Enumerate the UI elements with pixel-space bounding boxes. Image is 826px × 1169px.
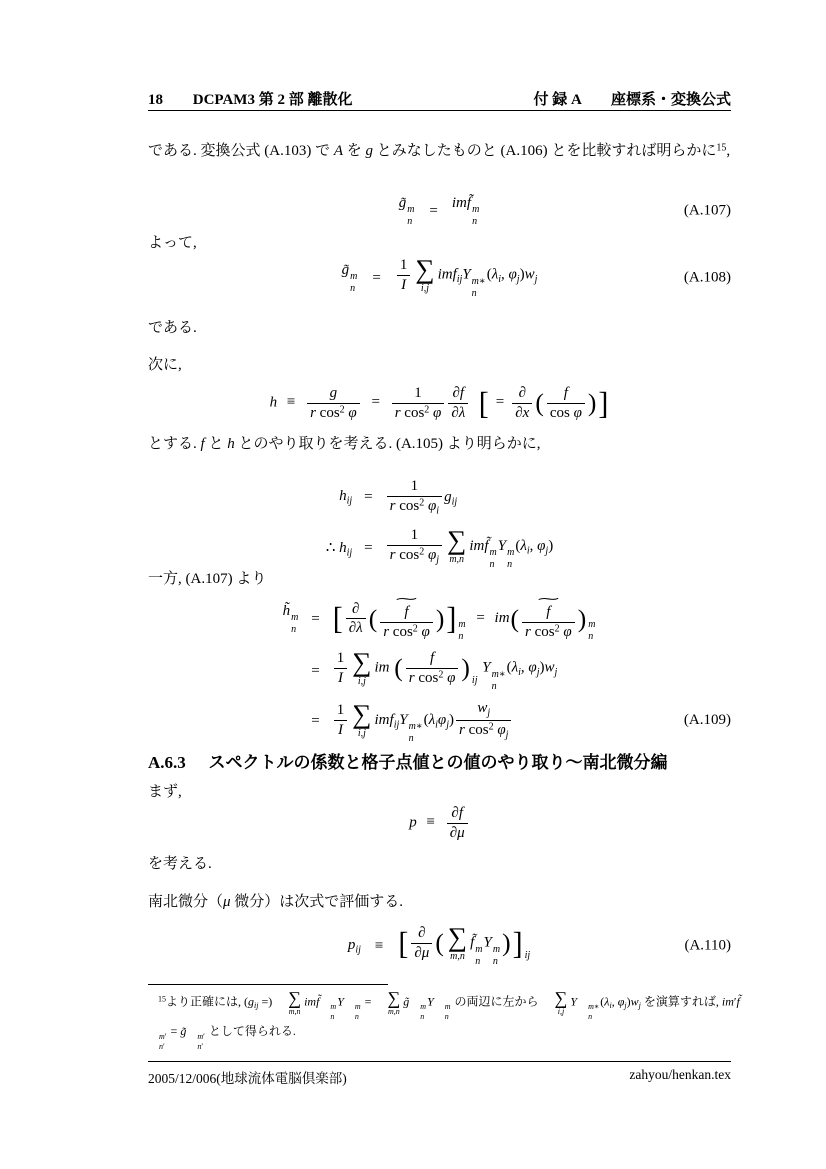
header-right-title: 付 録 A 座標系・変換公式	[533, 92, 731, 108]
eq-a108-rhs: $\frac{1}{I}$ ∑ i,j imf$_{ij}$Y m∗ n ($\lambda_i$, $\varphi_j)w_j$	[395, 256, 538, 300]
equation-a109	[148, 591, 731, 745]
eq-hij-row2-relation: =	[364, 539, 373, 556]
header-left	[148, 88, 352, 109]
paragraph-dearu: である.	[148, 320, 197, 336]
footnote-rule	[148, 984, 388, 985]
eq-a110-lhs: $p_{ij}$	[347, 936, 361, 956]
page-number: 18	[148, 92, 163, 108]
paragraph-mazu: まず,	[148, 784, 182, 800]
paragraph-tosuru: とする. f と h とのやり取りを考える. (A.105) より明らかに,	[148, 436, 541, 452]
page-footer	[148, 1067, 731, 1087]
equation-a107	[148, 196, 731, 226]
eq-a109-row1-rhs: [ $\frac{\partial}{\partial\lambda}$ ( ∼ $\frac{f}{r \cos^2 \varphi}$ )] m n = im( ∼ $\frac{f}{r \cos^2 \varphi}$ ) m n	[332, 591, 596, 643]
equation-h-definition	[148, 378, 731, 428]
paragraph-wokangaeru: を考える.	[148, 856, 212, 872]
paragraph-nanboku: 南北微分（μ 微分）は次式で評価する.	[148, 894, 404, 910]
paragraph-intro: である. 変換公式 (A.103) で A を g とみなしたものと (A.106) とを比較すれば明らかに$^{15}$,	[148, 142, 731, 159]
section-number: A.6.3	[148, 753, 186, 772]
eq-a107-relation: =	[429, 202, 438, 219]
section-heading-a63	[148, 748, 768, 773]
eq-a109-row3-relation: =	[311, 713, 320, 730]
eq-a107-number: (A.107)	[683, 202, 731, 219]
eq-a109-number: (A.109)	[683, 711, 731, 728]
eq-a109-row3-rhs: $\frac{1}{I}$ ∑ i,j imf$_{ij}$Y m∗ n $(\lambda_i\varphi_j)$ $\frac{w_j}{r \cos^2 \varphi_j}$	[332, 699, 514, 745]
eq-a108-number: (A.108)	[683, 269, 731, 286]
footer-rule	[148, 1061, 731, 1062]
equation-p-definition	[148, 800, 731, 846]
eq-a108-lhs: g̃ m n	[341, 261, 358, 294]
page-header	[148, 88, 731, 109]
footer-left: 2005/12/006(地球流体電脳倶楽部)	[148, 1071, 347, 1086]
eq-h-def-body: h ≡ $\frac{g}{r \cos^2 \varphi}$ = $\frac{1}{r \cos^2 \varphi}$ $\frac{\partial f}{\partial\lambda}$ [ = $\frac{\partial}{\partial x}$ ( $\frac{f}{\text{cos φ}}$ )]	[269, 384, 609, 421]
footer-right: zahyou/henkan.tex	[629, 1067, 731, 1082]
eq-hij-row1-lhs: $h_{ij}$	[339, 488, 353, 507]
eq-a109-row2-relation: =	[311, 662, 320, 679]
paragraph-ippou: 一方, (A.107) より	[148, 571, 267, 587]
footnote-15: $^{15}$より正確には, ($g_{ij}$ =) ∑ m,n imf̃ m n Y m n = ∑ m,n g̃ m n Y m n の両辺に左から ∑ i,j Y m∗ n ($\lambda_i$, $\varphi_j)w_j$ を演算すれば, im′f̃ m′ n′ = g̃ m′ n′ として得られる.	[158, 988, 740, 1052]
eq-a110-rhs: [ $\frac{\partial}{\partial\mu}$ ( ∑ m,n f̃ m n Y m n )] $_{ij}$	[398, 922, 531, 967]
eq-a109-row1-lhs: h̃ m n	[282, 603, 299, 636]
header-left-title: DCPAM3 第 2 部 離散化	[192, 92, 353, 108]
eq-a109-row1-relation: =	[311, 611, 320, 628]
section-title: スペクトルの係数と格子点値との値のやり取り〜南北微分編	[208, 753, 668, 772]
eq-hij-row1-relation: =	[364, 488, 373, 505]
equation-a110	[148, 920, 731, 972]
eq-a107-lhs: g̃ m n	[398, 194, 415, 227]
header-rule	[148, 110, 731, 111]
eq-hij-row2-rhs: $\frac{1}{r \cos^2 \varphi_j}$ ∑ m,n imf̃ m n Y m n ($\lambda_i$, $\varphi_j$)	[385, 526, 554, 571]
eq-a110-relation: ≡	[374, 937, 384, 954]
eq-a110-number: (A.110)	[684, 937, 731, 954]
paragraph-tsugini: 次に,	[148, 357, 182, 373]
eq-a108-relation: =	[372, 269, 381, 286]
eq-hij-row2-lhs: ∴ $h_{ij}$	[325, 539, 353, 559]
eq-a107-rhs: imf̃ m n	[451, 194, 480, 227]
eq-p-def-body: p ≡ $\frac{\partial f}{\partial\mu}$	[409, 804, 469, 843]
paragraph-yotte: よって,	[148, 235, 197, 251]
eq-a109-row2-rhs: $\frac{1}{I}$ ∑ i,j im ( $\frac{f}{r \cos^2 \varphi}$ ) $_{ij}$ Y m∗ n ($\lambda_i$, $\varphi_j)w_j$	[332, 649, 558, 693]
equation-a108	[148, 252, 731, 304]
eq-hij-row1-rhs: $\frac{1}{r \cos^2 \varphi_i}$ $g_{ij}$	[385, 477, 458, 518]
equation-hij	[148, 477, 731, 571]
